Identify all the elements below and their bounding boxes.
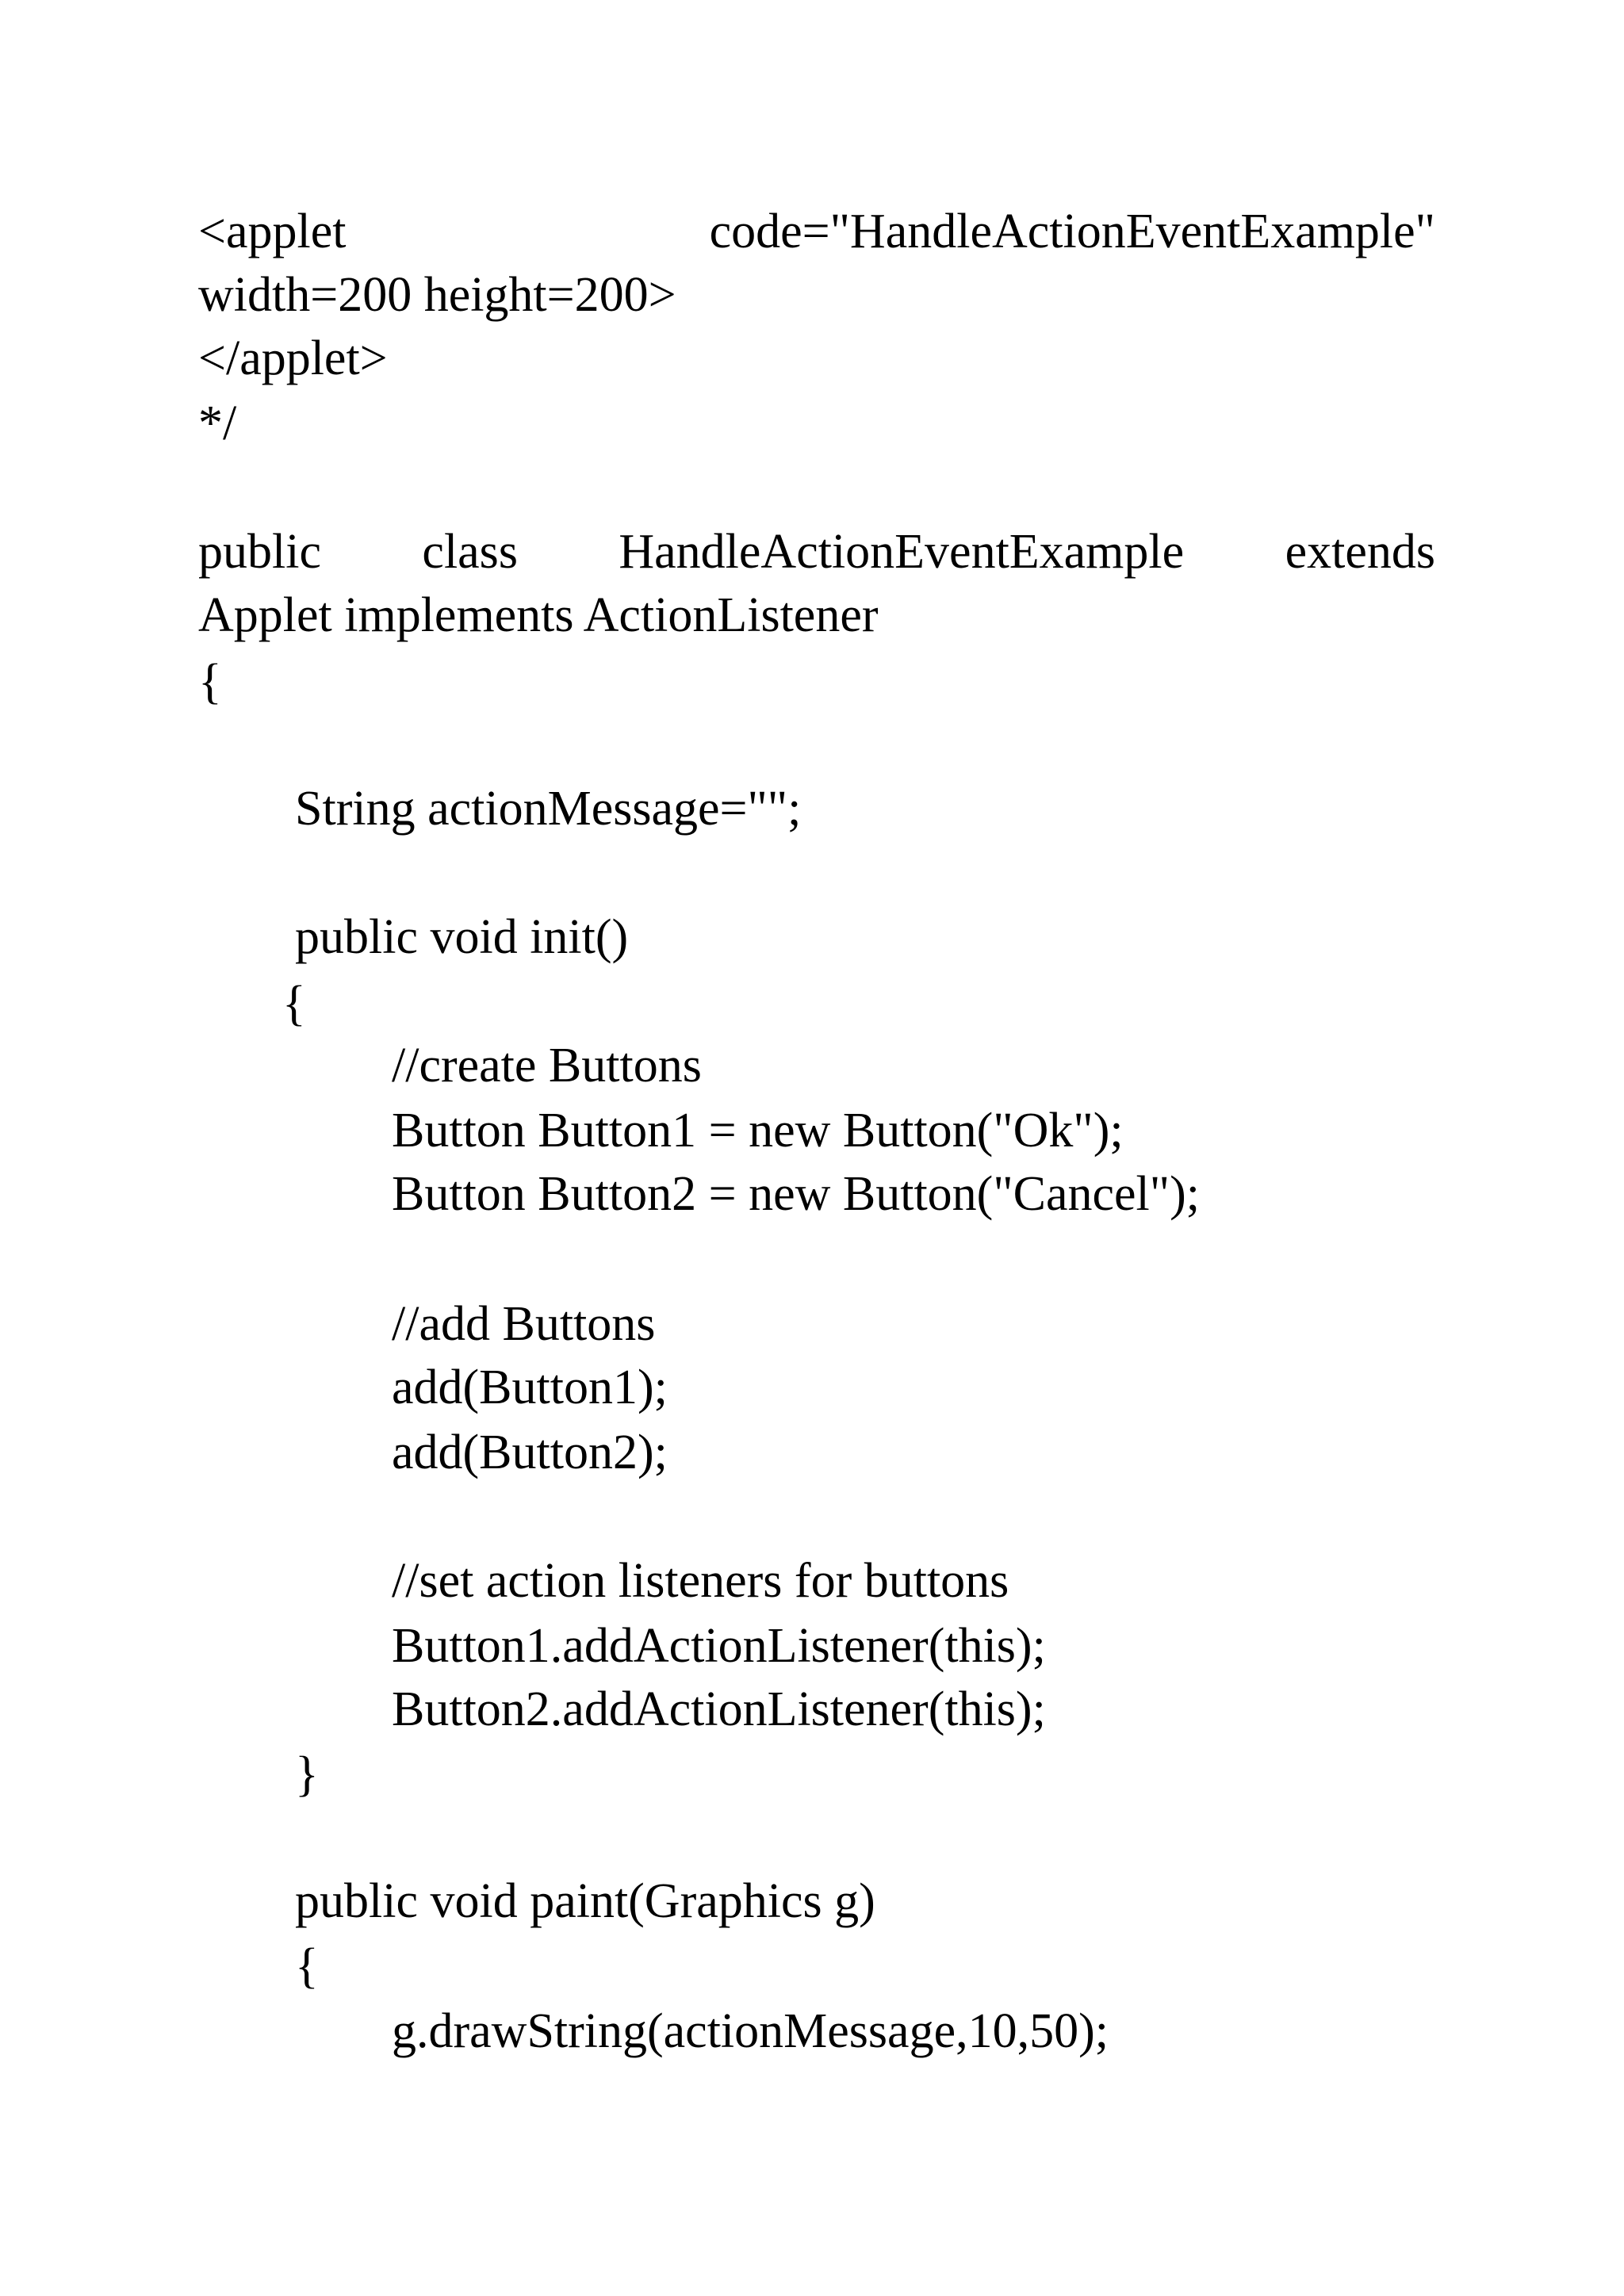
applet-open-tag-line xyxy=(198,200,1435,263)
applet-close-tag: </applet> xyxy=(198,331,388,385)
comment-end: */ xyxy=(198,396,237,450)
field-declaration: String actionMessage=""; xyxy=(295,782,802,836)
code-line: Button2.addActionListener(this); xyxy=(392,1682,1046,1736)
class-decl-word: public xyxy=(198,525,321,579)
class-decl-word: HandleActionEventExample xyxy=(619,525,1185,579)
code-line: //create Buttons xyxy=(392,1039,702,1093)
class-declaration-line xyxy=(198,520,1435,584)
paint-brace-open: { xyxy=(295,1939,319,1993)
class-decl-word: extends xyxy=(1285,525,1435,579)
code-line: add(Button2); xyxy=(392,1425,668,1479)
code-line: add(Button1); xyxy=(392,1360,668,1414)
init-method-signature: public void init() xyxy=(295,910,629,964)
applet-size-attributes: width=200 height=200> xyxy=(198,268,676,322)
class-brace-open: { xyxy=(198,655,222,709)
paint-method-signature: public void paint(Graphics g) xyxy=(295,1874,875,1928)
class-declaration-continued: Applet implements ActionListener xyxy=(198,588,879,642)
code-line: g.drawString(actionMessage,10,50); xyxy=(392,2004,1109,2058)
class-decl-word: class xyxy=(422,525,518,579)
init-brace-close: } xyxy=(295,1747,319,1801)
code-line: //set action listeners for buttons xyxy=(392,1554,1009,1608)
init-brace-open: { xyxy=(282,977,306,1031)
code-line: //add Buttons xyxy=(392,1297,656,1351)
applet-tag-start: <applet xyxy=(198,205,347,258)
applet-code-attribute: code="HandleActionEventExample" xyxy=(709,205,1435,258)
code-line: Button Button2 = new Button("Cancel"); xyxy=(392,1167,1200,1221)
code-line: Button Button1 = new Button("Ok"); xyxy=(392,1104,1124,1158)
code-line: Button1.addActionListener(this); xyxy=(392,1619,1046,1673)
